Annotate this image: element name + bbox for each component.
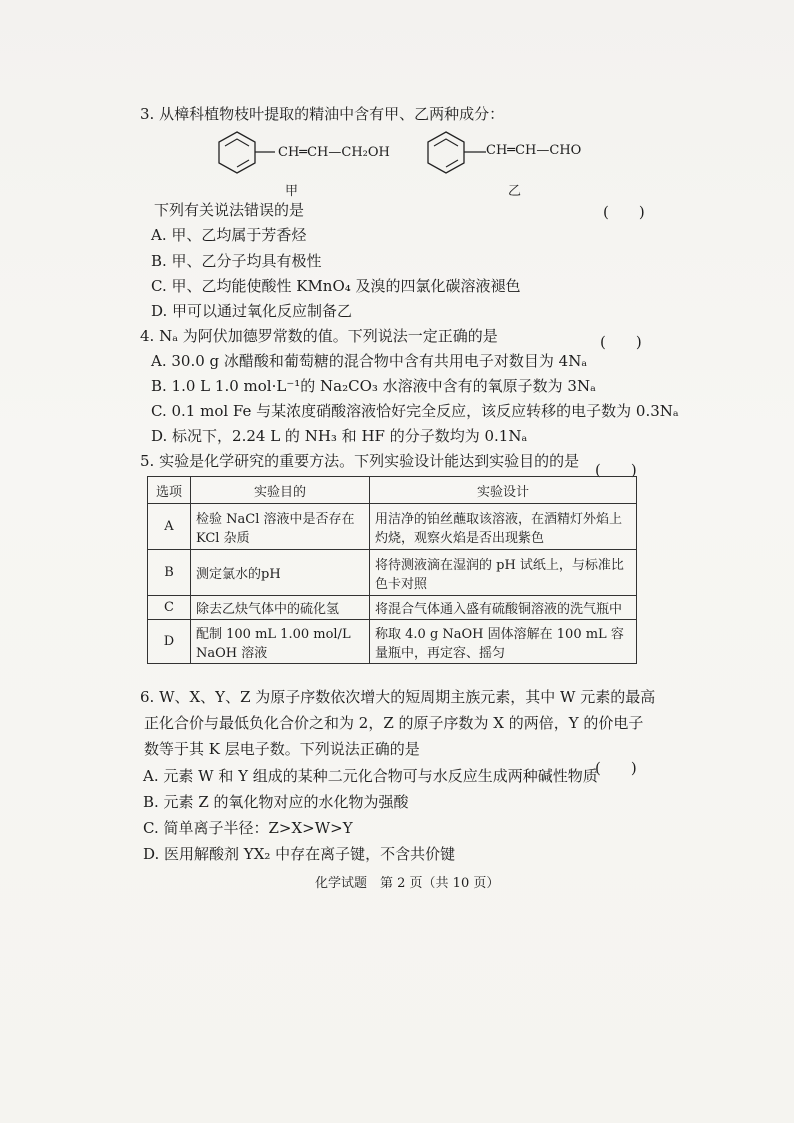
q3-option-d: D. 甲可以通过氧化反应制备乙 bbox=[151, 302, 353, 320]
q6-stem-line-2: 正化合价与最低负化合价之和为 2，Z 的原子序数为 X 的两倍，Y 的价电子 bbox=[144, 714, 644, 732]
q3-question: 下列有关说法错误的是 bbox=[154, 201, 305, 219]
q4-option-d: D. 标况下，2.24 L 的 NH₃ 和 HF 的分子数均为 0.1Nₐ bbox=[151, 427, 528, 445]
table-row bbox=[148, 596, 637, 620]
row-design: 称取 4.0 g NaOH 固体溶解在 100 mL 容量瓶中，再定容、摇匀 bbox=[370, 620, 637, 664]
q3-option-c: C. 甲、乙均能使酸性 KMnO₄ 及溴的四氯化碳溶液褪色 bbox=[151, 277, 521, 295]
q3-option-b: B. 甲、乙分子均具有极性 bbox=[151, 252, 322, 270]
q6-stem-line-1: 6. W、X、Y、Z 为原子序数依次增大的短周期主族元素，其中 W 元素的最高 bbox=[140, 688, 656, 706]
row-design: 将待测液滴在湿润的 pH 试纸上，与标准比色卡对照 bbox=[370, 550, 637, 596]
molecule-yi bbox=[424, 130, 494, 176]
row-goal: 配制 100 mL 1.00 mol/L NaOH 溶液 bbox=[191, 620, 370, 664]
row-design: 将混合气体通入盛有硫酸铜溶液的洗气瓶中 bbox=[370, 596, 637, 620]
table-row bbox=[148, 504, 637, 550]
row-option: C bbox=[148, 596, 191, 620]
table-header-row bbox=[148, 477, 637, 504]
q5-answer-blank: ( ) bbox=[595, 461, 637, 479]
row-goal: 测定氯水的pH bbox=[191, 550, 370, 596]
q5-stem: 5. 实验是化学研究的重要方法。下列实验设计能达到实验目的的是 bbox=[140, 452, 580, 470]
q4-answer-blank: ( ) bbox=[600, 333, 642, 351]
q6-answer-blank: ( ) bbox=[595, 759, 637, 777]
q4-option-c: C. 0.1 mol Fe 与某浓度硝酸溶液恰好完全反应，该反应转移的电子数为 0.3Nₐ bbox=[151, 402, 679, 420]
table-row bbox=[148, 620, 637, 664]
row-goal: 检验 NaCl 溶液中是否存在 KCl 杂质 bbox=[191, 504, 370, 550]
q6-option-b: B. 元素 Z 的氧化物对应的水化物为强酸 bbox=[143, 793, 409, 811]
row-option: D bbox=[148, 620, 191, 664]
q3-answer-blank: ( ) bbox=[603, 203, 645, 221]
experiment-table bbox=[147, 476, 637, 664]
molecule-yi-label: 乙 bbox=[508, 184, 522, 199]
q3-stem: 3. 从樟科植物枝叶提取的精油中含有甲、乙两种成分： bbox=[140, 105, 505, 123]
q4-stem: 4. Nₐ 为阿伏加德罗常数的值。下列说法一定正确的是 bbox=[140, 327, 498, 345]
q6-option-c: C. 简单离子半径：Z>X>W>Y bbox=[143, 819, 353, 837]
header-goal: 实验目的 bbox=[191, 477, 370, 504]
q4-option-b: B. 1.0 L 1.0 mol·L⁻¹的 Na₂CO₃ 水溶液中含有的氧原子数为 3Nₐ bbox=[151, 377, 596, 395]
q6-stem-line-3: 数等于其 K 层电子数。下列说法正确的是 bbox=[144, 740, 420, 758]
header-option: 选项 bbox=[148, 477, 191, 504]
q6-option-d: D. 医用解酸剂 YX₂ 中存在离子键，不含共价键 bbox=[143, 845, 456, 863]
row-option: B bbox=[148, 550, 191, 596]
table-row bbox=[148, 550, 637, 596]
q6-option-a: A. 元素 W 和 Y 组成的某种二元化合物可与水反应生成两种碱性物质 bbox=[143, 767, 598, 785]
q3-option-a: A. 甲、乙均属于芳香烃 bbox=[151, 226, 307, 244]
molecule-jia-formula: CH═CH—CH₂OH bbox=[278, 145, 390, 160]
row-option: A bbox=[148, 504, 191, 550]
row-goal: 除去乙炔气体中的硫化氢 bbox=[191, 596, 370, 620]
q4-option-a: A. 30.0 g 冰醋酸和葡萄糖的混合物中含有共用电子对数目为 4Nₐ bbox=[151, 352, 588, 370]
molecule-jia-label: 甲 bbox=[285, 184, 299, 199]
molecule-yi-formula: CH═CH—CHO bbox=[486, 143, 582, 158]
header-design: 实验设计 bbox=[370, 477, 637, 504]
page-footer: 化学试题 第 2 页（共 10 页） bbox=[315, 876, 500, 891]
row-design: 用洁净的铂丝蘸取该溶液，在酒精灯外焰上灼烧，观察火焰是否出现紫色 bbox=[370, 504, 637, 550]
